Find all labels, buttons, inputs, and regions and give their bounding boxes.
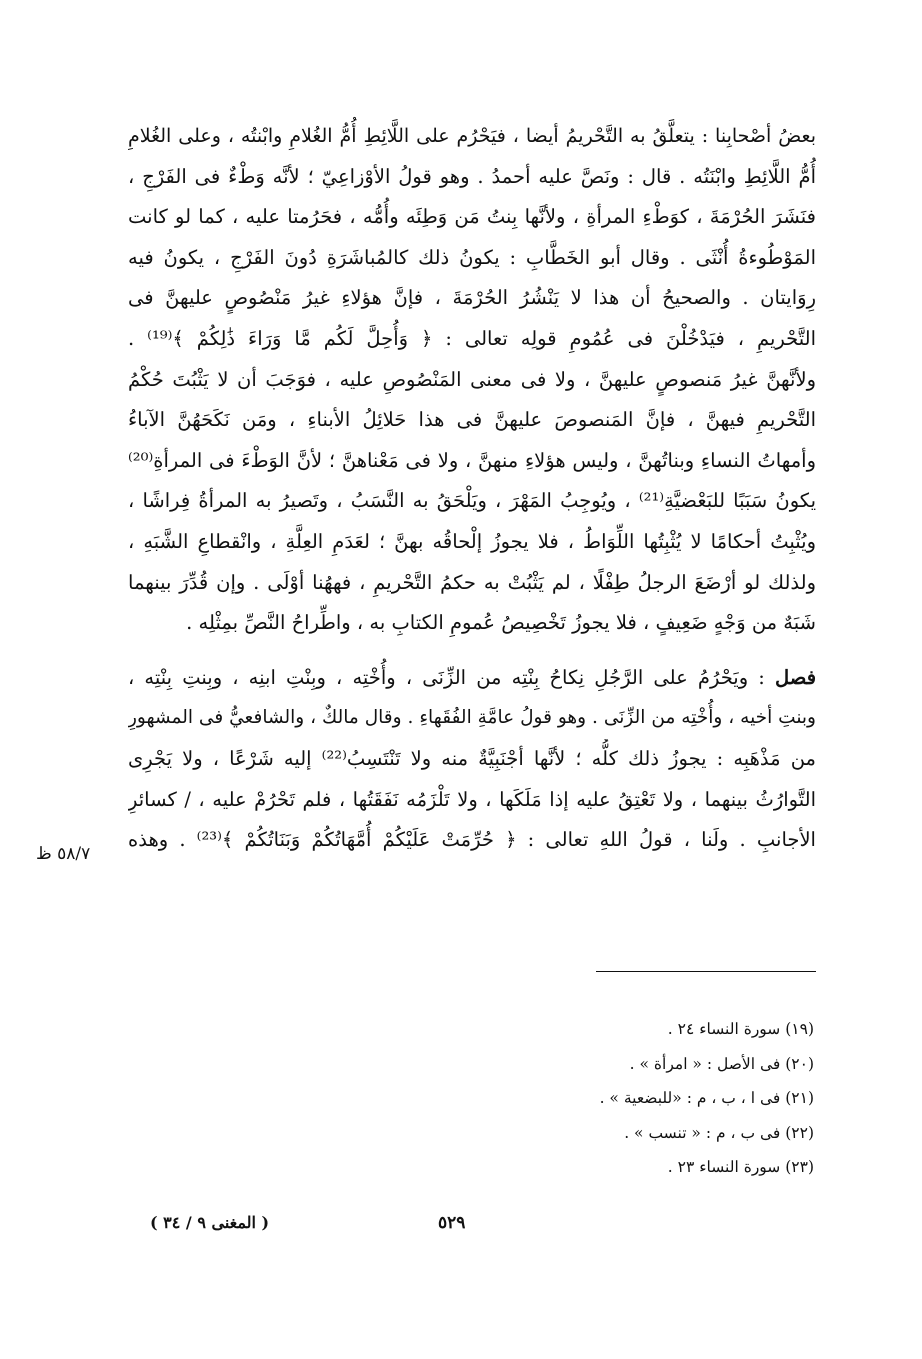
text-line: التَّوارُثُ بينهما ، ولا تَعْتِقُ عليه إذا مَلَكَها ، ولا تَلْزَمُه نَفَقَتُها ، فلم تَحْرُمْ عليه ، / كسائرِ	[128, 787, 816, 811]
footnotes	[600, 1012, 814, 1185]
text-line: الأجانبِ . ولَنا ، قولُ اللهِ تعالى : ﴿ حُرِّمَتْ عَلَيْكُمْ أُمَّهَاتُكُمْ وَبَنَاتُكُمْ ﴾⁽²³⁾ . وهذه	[128, 828, 816, 852]
text-line: ولذلك لو أرْضَعَ الرجلُ طِفْلًا ، لم يَثْبُتْ به حكمُ التَّحْريمِ ، فههُنا أوْلَى . وإن قُدِّرَ بينهما	[128, 570, 816, 594]
text-line: من مَذْهَبِه : يجوزُ ذلك كلُّه ؛ لأنَّها أجْنَبِيَّةٌ منه ولا تَنْتَسِبُ⁽²²⁾ إليه شَرْعًا ، ولا يَجْرِى	[128, 746, 816, 770]
text-line: وبنتِ أخيه ، وأُخْتِه من الزِّنَى . وهو قولُ عامَّةِ الفُقَهاءِ . وقال مالكٌ ، والشافعيُّ فى المشهورِ	[128, 707, 816, 729]
text-line: يكونُ سَبَبًا للبَعْضيَّةِ⁽²¹⁾ ، ويُوجِبُ المَهْرَ ، ويَلْحَقُ به النَّسَبُ ، وتَصيرُ به المرأةُ فِراشًا ،	[128, 489, 816, 513]
text-line: فنَشَرَ الحُرْمَةَ ، كوَطْءِ المرأةِ ، ولأنَّها بِنتُ مَن وَطِئَه وأُمُّه ، فحَرُمتا عليه ، كما لو كانت	[128, 205, 816, 229]
text-line: ولأنَّهنَّ غيرُ مَنصوصٍ عليهنَّ ، ولا فى معنى المَنْصُوصِ عليه ، فوَجَبَ أن لا يَثْبُتَ حُكْمُ	[128, 367, 816, 391]
text-line: رِوَايتان . والصحيحُ أن هذا لا يَنْشُرُ الحُرْمَةَ ، فإنَّ هؤلاءِ غيرُ مَنْصُوصٍ عليهنَّ فى	[128, 286, 816, 310]
main-text-body	[128, 116, 816, 861]
footnote-item: (٢٠) فى الأصل : « امرأة » .	[629, 1054, 814, 1073]
text-line: ويُثْبِتُ أحكامًا لا يُثْبِتُها اللِّوَاطُ ، فلا يجوزُ إلْحاقُه بهنَّ ؛ لعَدَمِ العِلَّةِ ، وانْقطاعِ الشَّبَهِ ،	[128, 529, 816, 553]
footnote-divider	[596, 971, 816, 972]
page-number: ٥٢٩	[438, 1213, 466, 1233]
footnote-item: (٢١) فى ا ، ب ، م : «للبضعية » .	[599, 1089, 814, 1107]
footnote-item: (٢٣) سورة النساء ٢٣ .	[667, 1158, 814, 1176]
text-line: وأمهاتُ النساءِ وبناتُهنَّ ، وليس هؤلاءِ منهنَّ ، ولا فى مَعْناهنَّ ؛ لأنَّ الوَطْءَ فى المرأةِ⁽²⁰⁾	[128, 448, 816, 472]
text-line: أُمُّ اللَّائِطِ وابْنَتُه . قال : ونَصَّ عليه أحمدُ . وهو قولُ الأوْزاعِيّ ؛ لأنَّه وَطْءٌ فى الفَرْجِ ،	[128, 164, 816, 188]
text-line: التَّحْريمِ ، فيَدْخُلْنَ فى عُمُومِ قولِه تعالى : ﴿ وَأُحِلَّ لَكُم مَّا وَرَاءَ ذَٰلِكُمْ ﴾⁽¹⁹⁾ .	[128, 326, 816, 350]
volume-signature: ( المغنى ٩ / ٣٤ )	[150, 1213, 270, 1232]
text-line: بعضُ أصْحابِنا : يتعلَّقُ به التَّحْريمُ أيضا ، فيَحْرُم على اللَّائِطِ أُمُّ الغُلامِ وابْنتُه ، وعلى الغُلامِ	[128, 125, 816, 147]
paragraph-gap	[128, 644, 816, 658]
text-line: التَّحْريمِ فيهنَّ ، فإنَّ المَنصوصَ عليهنَّ فى هذا حَلائِلُ الأبناءِ ، ومَن نَكَحَهُنَّ الآباءُ	[128, 408, 816, 432]
fasl-line	[128, 658, 816, 699]
section-heading: فصل	[775, 665, 816, 689]
fasl-line-text: : ويَحْرُمُ على الرَّجُلِ نِكاحُ بِنْتِه من الزِّنَى ، وأُخْتِه ، وبِنْتِ ابنِه ، وبِنتِ بِنْتِه ،	[128, 665, 765, 689]
footnote-item: (١٩) سورة النساء ٢٤ .	[667, 1020, 814, 1038]
margin-note: ٥٨/٧ ظ	[36, 844, 91, 864]
text-line: شَبَهٌ من وَجْهٍ ضَعِيفٍ ، فلا يجوزُ تَخْصِيصُ عُمومِ الكتابِ به ، واطِّراحُ النَّصِّ بمِثْلِه .	[186, 611, 816, 635]
footnote-item: (٢٢) فى ب ، م : « تنسب » .	[624, 1123, 814, 1142]
text-line: المَوْطُوءةُ أُنْثَى . وقال أبو الخَطَّابِ : يكونُ ذلك كالمُباشَرَةِ دُونَ الفَرْجِ ، يكونُ فيه	[128, 245, 816, 269]
